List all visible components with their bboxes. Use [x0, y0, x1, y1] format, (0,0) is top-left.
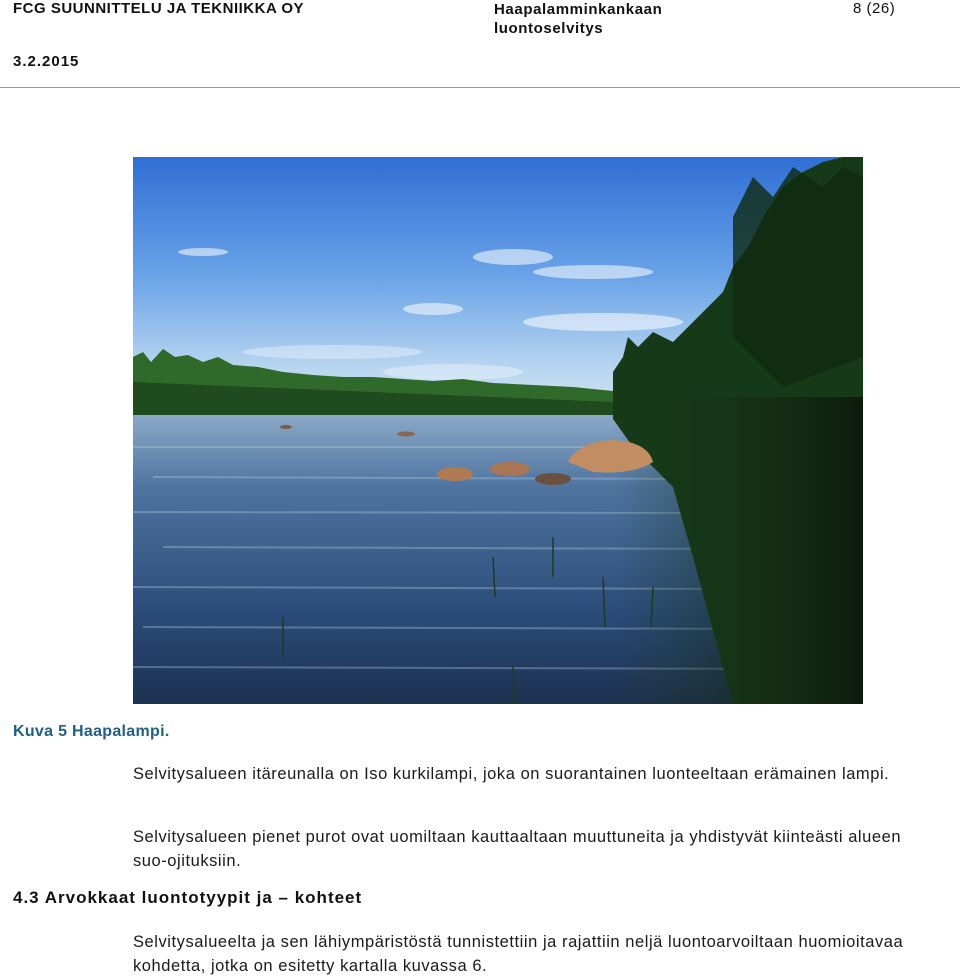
section-heading: 4.3 Arvokkaat luontotyypit ja – kohteet: [13, 888, 363, 907]
document-title-line1: Haapalamminkankaan: [494, 1, 663, 18]
paragraph-lake: Selvitysalueen itäreunalla on Iso kurkilampi, joka on suorantainen luonteeltaan erämainen lampi.: [133, 765, 890, 783]
paragraph-sites: Selvitysalueelta ja sen lähiympäristöstä tunnistettiin ja rajattiin neljä luontoarvoiltaan huomioitavaa kohdetta, jotka on esitetty kartalla kuvassa 6.: [133, 933, 904, 975]
document-title-line2: luontoselvitys: [494, 20, 604, 37]
company-name: FCG SUUNNITTELU JA TEKNIIKKA OY: [13, 0, 305, 17]
figure-caption: Kuva 5 Haapalampi.: [13, 723, 170, 740]
paragraph-streams: Selvitysalueen pienet purot ovat uomiltaan kauttaaltaan muuttuneita ja yhdistyvät kiinteästi alueen suo-ojituksiin.: [133, 828, 902, 870]
page-number: 8 (26): [853, 0, 896, 17]
header-divider: [0, 87, 960, 88]
document-title: [494, 0, 662, 38]
document-date: 3.2.2015: [13, 53, 80, 70]
lake-photo: [133, 157, 863, 704]
